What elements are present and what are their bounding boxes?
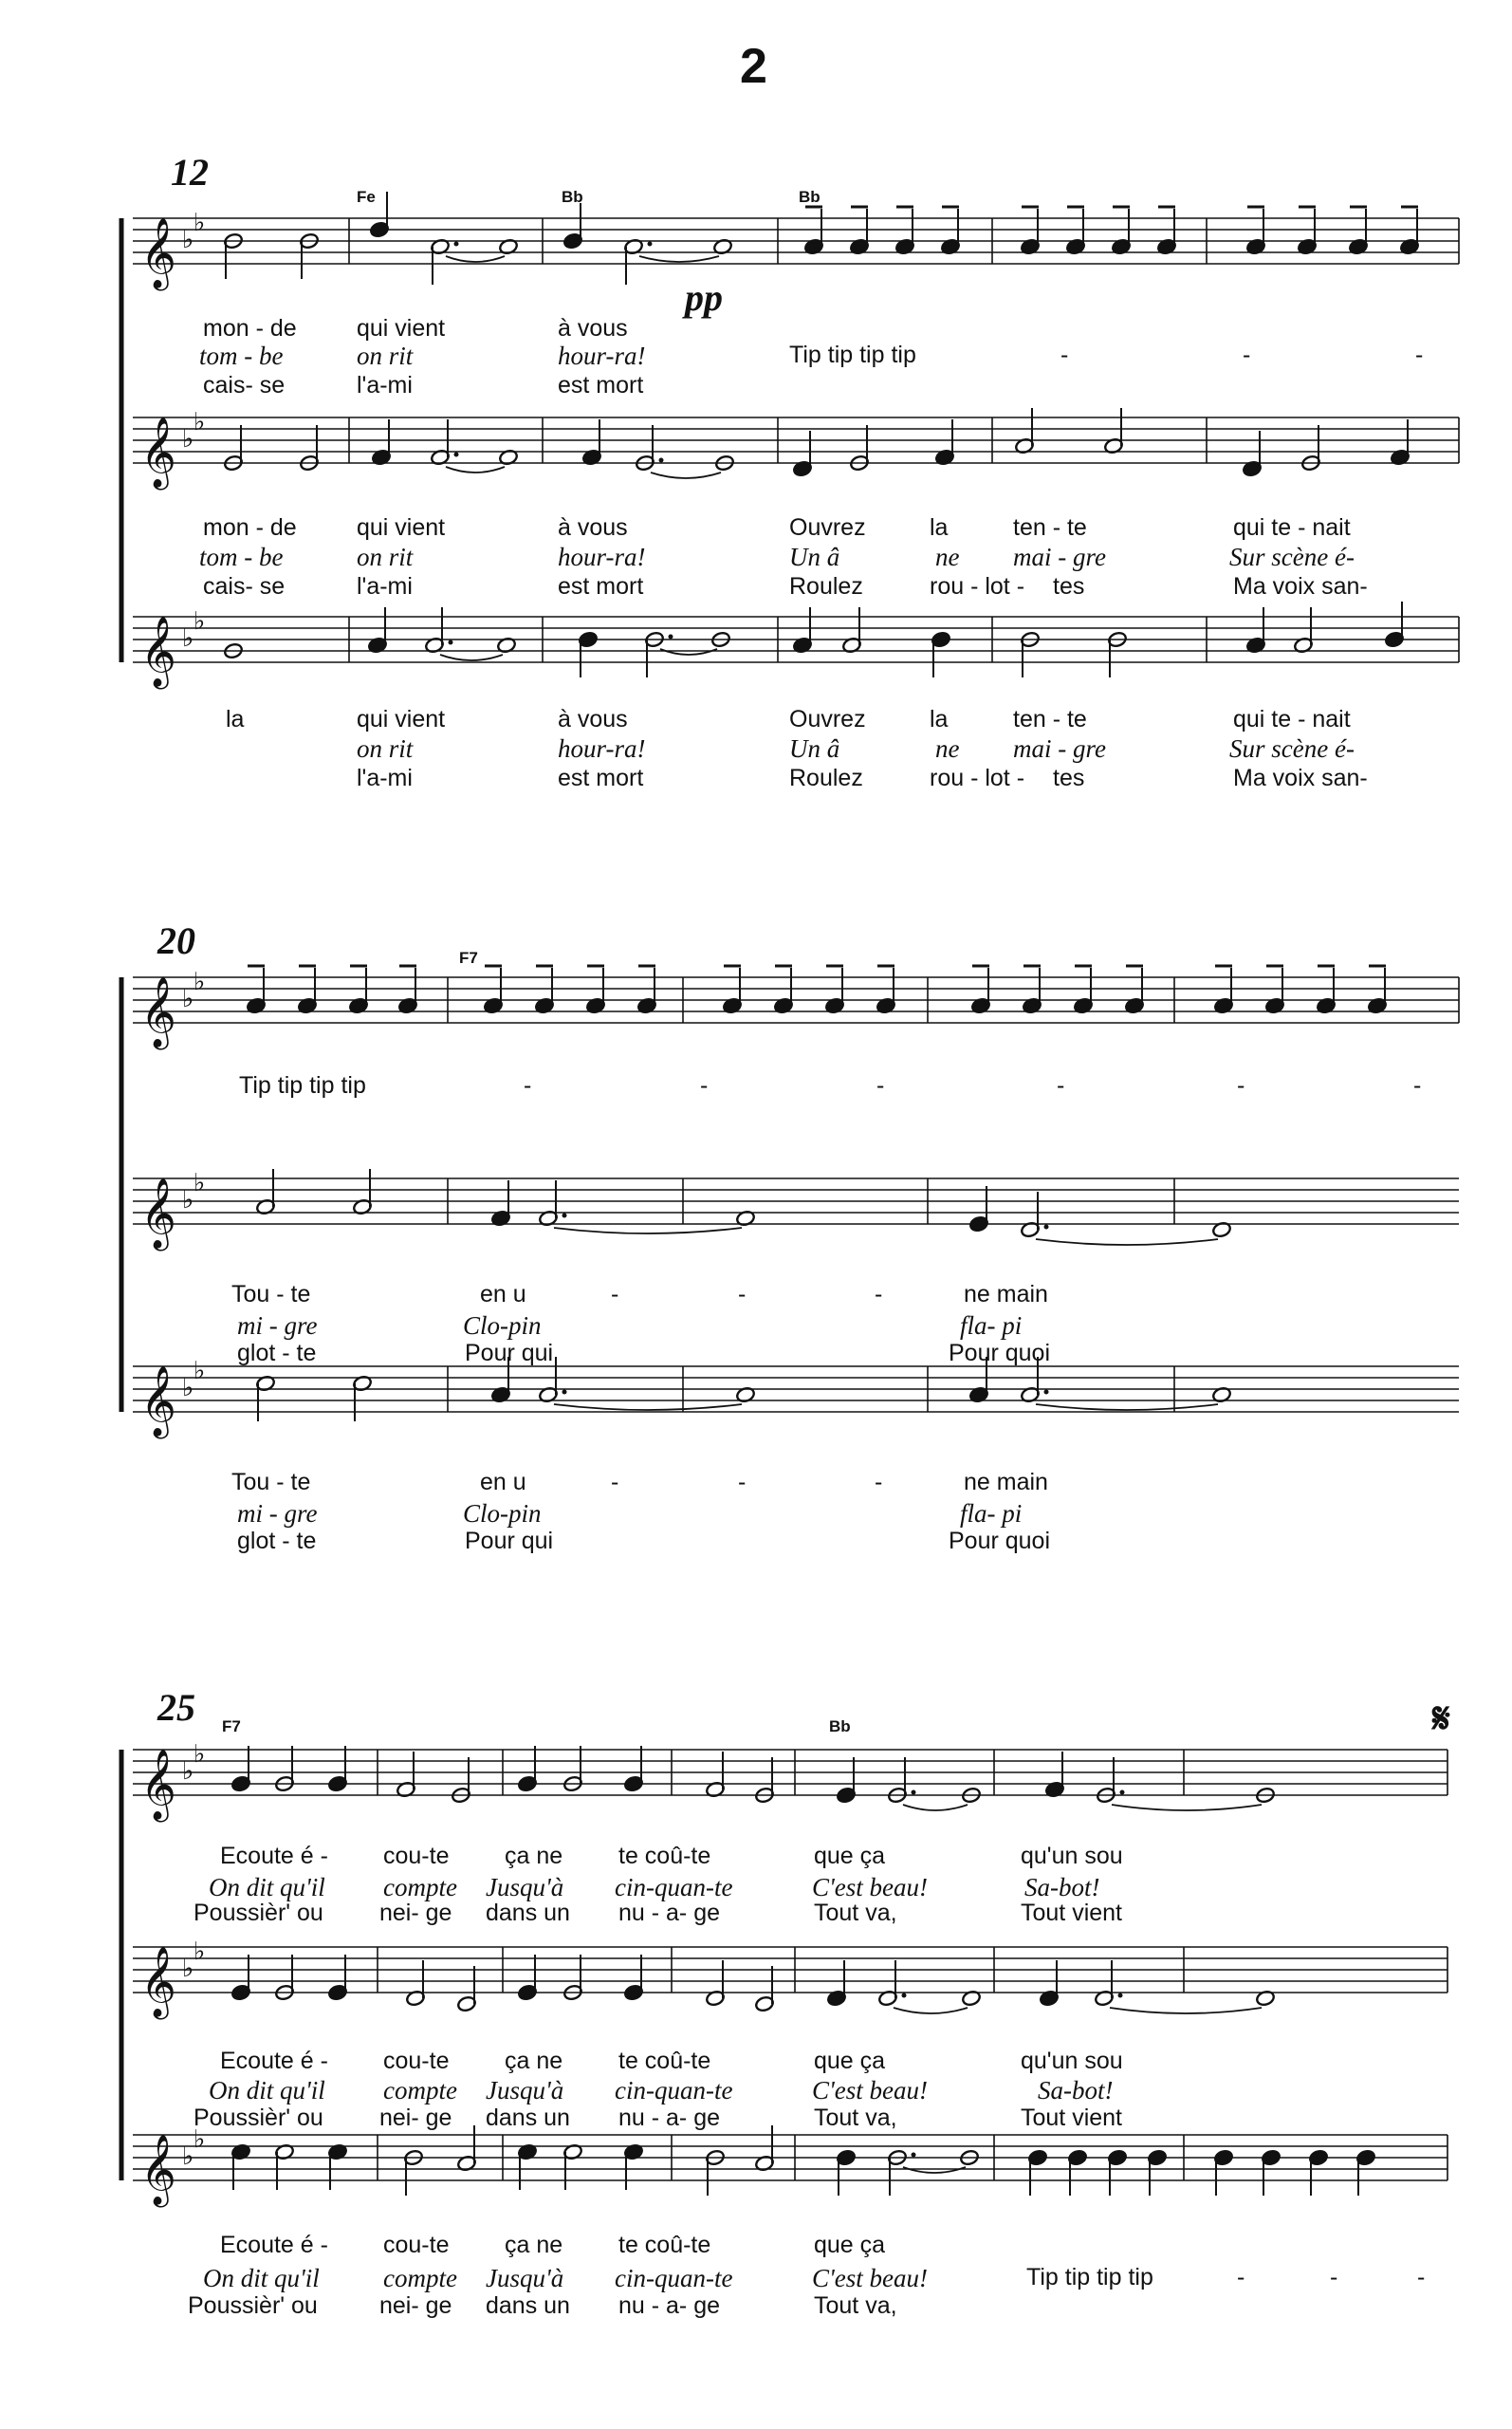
chord-symbol: Bb	[829, 1717, 851, 1735]
lyric-syllable: la	[930, 514, 949, 541]
lyric-syllable: te coû-te	[618, 2232, 711, 2258]
lyric-syllable: te coû-te	[618, 1843, 711, 1869]
measure-number: 20	[157, 919, 195, 962]
dot	[454, 453, 459, 457]
lyric-syllable: on rit	[357, 734, 414, 763]
flat-sign-icon: ♭	[182, 1955, 194, 1983]
lyric-syllable: ne	[935, 734, 960, 763]
lyric-syllable: ten - te	[1013, 514, 1087, 541]
segno-sign: 𝄋	[1432, 1695, 1450, 1743]
lyric-syllable: cou-te	[383, 2048, 450, 2074]
lyric-syllable: ça ne	[505, 2048, 563, 2074]
treble-clef-icon: 𝄞	[140, 617, 176, 687]
lyric-syllable: Tout va,	[814, 2105, 897, 2131]
lyric-syllable: à vous	[558, 514, 628, 541]
lyric-syllable: hour-ra!	[558, 734, 646, 763]
lyric-syllable: Sur scène é-	[1229, 734, 1355, 763]
lyric-syllable: est mort	[558, 372, 644, 399]
dot	[669, 635, 673, 640]
lyric-syllable: mi - gre	[237, 1499, 318, 1528]
lyric-syllable: nu - a- ge	[618, 2105, 721, 2131]
dot	[1118, 1993, 1123, 1998]
lyric-syllable: qui vient	[357, 514, 446, 541]
flat-sign-icon: ♭	[182, 1374, 194, 1402]
lyric-syllable: On dit qu'il	[203, 2264, 320, 2292]
chord-symbol: Bb	[799, 188, 821, 206]
lyric-syllable: C'est beau!	[812, 2264, 929, 2292]
lyric-syllable: Roulez	[789, 573, 863, 600]
dot	[902, 1993, 907, 1998]
lyric-syllable: Ecoute é -	[220, 1843, 328, 1869]
lyric-syllable: nu - a- ge	[618, 2292, 721, 2319]
lyric-syllable: Poussièr' ou	[188, 2292, 318, 2319]
treble-clef-icon: 𝄞	[140, 417, 176, 488]
lyric-syllable: dans un	[486, 2105, 570, 2131]
lyric-syllable: Jusqu'à	[486, 2264, 564, 2292]
flat-sign-icon: ♭	[182, 2142, 194, 2171]
tie	[554, 1228, 742, 1233]
flat-sign-icon: ♭	[194, 968, 206, 996]
lyric-syllable: à vous	[558, 706, 628, 732]
lyric-syllable: Ma voix san-	[1233, 765, 1368, 791]
lyric-syllable: C'est beau!	[812, 2076, 929, 2105]
flat-sign-icon: ♭	[194, 1740, 206, 1769]
lyric-syllable: ça ne	[505, 2232, 563, 2258]
lyric-syllable: Ouvrez	[789, 706, 866, 732]
tie	[1036, 1239, 1218, 1245]
lyric-syllable: Sa-bot!	[1024, 1873, 1100, 1901]
lyric-syllable: -	[738, 1281, 747, 1307]
dot	[1120, 1790, 1125, 1795]
lyric-syllable: -	[875, 1281, 883, 1307]
tie	[651, 473, 721, 478]
flat-sign-icon: ♭	[182, 624, 194, 653]
lyric-syllable: -	[875, 1469, 883, 1495]
lyric-syllable: cin-quan-te	[615, 2076, 733, 2105]
lyric-syllable: Ecoute é -	[220, 2048, 328, 2074]
dot	[562, 1390, 567, 1395]
lyric-syllable: Tip tip tip tip	[239, 1072, 366, 1099]
lyric-syllable: -	[611, 1281, 619, 1307]
lyric-syllable: nu - a- ge	[618, 1900, 721, 1926]
lyric-syllable: hour-ra!	[558, 543, 646, 571]
lyric-syllable: Tou - te	[231, 1469, 311, 1495]
lyric-syllable: -	[611, 1469, 619, 1495]
lyric-syllable: -	[1413, 1072, 1422, 1099]
lyric-syllable: On dit qu'il	[209, 2076, 325, 2105]
lyric-syllable: Tout vient	[1021, 2105, 1123, 2131]
lyric-syllable: cin-quan-te	[615, 1873, 733, 1901]
lyric-syllable: Tip tip tip tip	[789, 342, 916, 368]
lyric-syllable: Pour qui	[465, 1528, 554, 1554]
lyric-syllable: ne main	[964, 1469, 1048, 1495]
lyric-syllable: mon - de	[203, 315, 297, 342]
treble-clef-icon: 𝄞	[140, 1178, 176, 1249]
dot	[912, 1790, 916, 1795]
lyric-syllable: cou-te	[383, 2232, 450, 2258]
lyric-syllable: on rit	[357, 342, 414, 370]
tie	[894, 2008, 968, 2013]
lyric-syllable: te coû-te	[618, 2048, 711, 2074]
flat-sign-icon: ♭	[194, 1357, 206, 1385]
chord-symbol: Fe	[357, 188, 376, 206]
measure-number: 12	[171, 151, 209, 194]
lyric-syllable: Clo-pin	[463, 1311, 542, 1340]
lyric-syllable: Tou - te	[231, 1281, 311, 1307]
lyric-syllable: à vous	[558, 315, 628, 342]
chord-symbol: Bb	[562, 188, 583, 206]
lyric-syllable: tes	[1053, 765, 1085, 791]
lyric-syllable: -	[1237, 1072, 1245, 1099]
lyric-syllable: Poussièr' ou	[194, 1900, 323, 1926]
dot	[449, 640, 453, 645]
dynamic-marking: pp	[685, 276, 723, 319]
lyric-syllable: -	[700, 1072, 709, 1099]
lyric-syllable: l'a-mi	[357, 765, 413, 791]
lyric-syllable: Poussièr' ou	[194, 2105, 323, 2131]
lyric-syllable: Pour quoi	[949, 1528, 1051, 1554]
treble-clef-icon: 𝄞	[140, 1750, 176, 1820]
dot	[912, 2153, 916, 2158]
tie	[446, 256, 505, 262]
lyric-syllable: Tout vient	[1021, 1900, 1123, 1926]
lyric-syllable: -	[1243, 342, 1251, 368]
lyric-syllable: que ça	[814, 1843, 886, 1869]
lyric-syllable: en u	[480, 1281, 526, 1307]
lyric-syllable: Ecoute é -	[220, 2232, 328, 2258]
tie	[1036, 1404, 1218, 1410]
lyric-syllable: glot - te	[237, 1340, 317, 1366]
tie	[554, 1404, 742, 1410]
flat-sign-icon: ♭	[194, 408, 206, 436]
flat-sign-icon: ♭	[182, 985, 194, 1013]
lyric-syllable: la	[930, 706, 949, 732]
dot	[1044, 1225, 1049, 1230]
flat-sign-icon: ♭	[194, 1169, 206, 1197]
lyric-syllable: cais- se	[203, 573, 286, 600]
tie	[1110, 2008, 1262, 2013]
flat-sign-icon: ♭	[182, 425, 194, 454]
lyric-syllable: mon - de	[203, 514, 297, 541]
flat-sign-icon: ♭	[194, 1938, 206, 1966]
lyric-syllable: Un â	[789, 543, 840, 571]
lyric-syllable: est mort	[558, 765, 644, 791]
lyric-syllable: nei- ge	[379, 1900, 452, 1926]
flat-sign-icon: ♭	[182, 1186, 194, 1214]
lyric-syllable: fla- pi	[960, 1311, 1023, 1340]
tie	[1112, 1805, 1262, 1810]
lyric-syllable: qui te - nait	[1233, 514, 1351, 541]
lyric-syllable: cin-quan-te	[615, 2264, 733, 2292]
lyric-syllable: qui vient	[357, 706, 446, 732]
lyric-syllable: Roulez	[789, 765, 863, 791]
tie	[660, 649, 717, 655]
lyric-syllable: Tip tip tip tip	[1026, 2264, 1153, 2290]
lyric-syllable: ten - te	[1013, 706, 1087, 732]
flat-sign-icon: ♭	[194, 607, 206, 636]
lyric-syllable: Ouvrez	[789, 514, 866, 541]
lyric-syllable: l'a-mi	[357, 372, 413, 399]
lyric-syllable: que ça	[814, 2048, 886, 2074]
lyric-syllable: hour-ra!	[558, 342, 646, 370]
lyric-syllable: Un â	[789, 734, 840, 763]
lyric-syllable: -	[1330, 2264, 1338, 2290]
lyric-syllable: Jusqu'à	[486, 1873, 564, 1901]
lyric-syllable: Sur scène é-	[1229, 543, 1355, 571]
lyric-syllable: mai - gre	[1013, 734, 1106, 763]
lyric-syllable: -	[738, 1469, 747, 1495]
lyric-syllable: l'a-mi	[357, 573, 413, 600]
lyric-syllable: tom - be	[199, 342, 284, 370]
lyric-syllable: ne main	[964, 1281, 1048, 1307]
lyric-syllable: -	[1057, 1072, 1065, 1099]
lyric-syllable: mi - gre	[237, 1311, 318, 1340]
lyric-syllable: qu'un sou	[1021, 1843, 1123, 1869]
lyric-syllable: tom - be	[199, 543, 284, 571]
chord-symbol: F7	[222, 1717, 241, 1735]
dot	[454, 242, 459, 247]
lyric-syllable: compte	[383, 2076, 457, 2105]
lyric-syllable: nei- ge	[379, 2292, 452, 2319]
lyric-syllable: fla- pi	[960, 1499, 1023, 1528]
lyric-syllable: que ça	[814, 2232, 886, 2258]
lyric-syllable: Sa-bot!	[1038, 2076, 1114, 2105]
flat-sign-icon: ♭	[182, 1757, 194, 1786]
lyric-syllable: rou - lot -	[930, 573, 1025, 600]
lyric-syllable: dans un	[486, 1900, 570, 1926]
lyric-syllable: est mort	[558, 573, 644, 600]
lyric-syllable: rou - lot -	[930, 765, 1025, 791]
lyric-syllable: Clo-pin	[463, 1499, 542, 1528]
lyric-syllable: cais- se	[203, 372, 286, 399]
lyric-syllable: -	[1237, 2264, 1245, 2290]
lyric-syllable: en u	[480, 1469, 526, 1495]
lyric-syllable: qu'un sou	[1021, 2048, 1123, 2074]
treble-clef-icon: 𝄞	[140, 218, 176, 288]
treble-clef-icon: 𝄞	[140, 2135, 176, 2205]
tie	[440, 655, 503, 660]
treble-clef-icon: 𝄞	[140, 1947, 176, 2017]
lyric-syllable: qui te - nait	[1233, 706, 1351, 732]
dot	[659, 458, 664, 463]
dot	[562, 1214, 567, 1218]
lyric-syllable: On dit qu'il	[209, 1873, 325, 1901]
lyric-syllable: la	[226, 706, 245, 732]
lyric-syllable: glot - te	[237, 1528, 317, 1554]
lyric-syllable: -	[524, 1072, 532, 1099]
tie	[903, 1805, 968, 1810]
flat-sign-icon: ♭	[194, 209, 206, 237]
flat-sign-icon: ♭	[194, 2125, 206, 2154]
lyric-syllable: -	[1060, 342, 1069, 368]
lyric-syllable: compte	[383, 1873, 457, 1901]
lyric-syllable: Jusqu'à	[486, 2076, 564, 2105]
tie	[639, 256, 719, 262]
lyric-syllable: -	[1415, 342, 1424, 368]
lyric-syllable: ne	[935, 543, 960, 571]
lyric-syllable: tes	[1053, 573, 1085, 600]
tie	[446, 467, 505, 473]
lyric-syllable: qui vient	[357, 315, 446, 342]
lyric-syllable: -	[876, 1072, 885, 1099]
lyric-syllable: -	[1417, 2264, 1426, 2290]
treble-clef-icon: 𝄞	[140, 977, 176, 1048]
measure-number: 25	[157, 1686, 195, 1729]
lyric-syllable: Tout va,	[814, 1900, 897, 1926]
lyric-syllable: Pour quoi	[949, 1340, 1051, 1366]
lyric-syllable: on rit	[357, 543, 414, 571]
chord-symbol: F7	[459, 949, 478, 967]
lyric-syllable: Tout va,	[814, 2292, 897, 2319]
page-number: 2	[740, 39, 767, 94]
dot	[648, 242, 653, 247]
lyric-syllable: Pour qui	[465, 1340, 554, 1366]
lyric-syllable: Ma voix san-	[1233, 573, 1368, 600]
lyric-syllable: compte	[383, 2264, 457, 2292]
lyric-syllable: ça ne	[505, 1843, 563, 1869]
lyric-syllable: nei- ge	[379, 2105, 452, 2131]
lyric-syllable: dans un	[486, 2292, 570, 2319]
lyric-syllable: mai - gre	[1013, 543, 1106, 571]
flat-sign-icon: ♭	[182, 226, 194, 254]
treble-clef-icon: 𝄞	[140, 1366, 176, 1437]
lyric-syllable: C'est beau!	[812, 1873, 929, 1901]
lyric-syllable: cou-te	[383, 1843, 450, 1869]
dot	[1044, 1390, 1049, 1395]
tie	[903, 2167, 966, 2173]
